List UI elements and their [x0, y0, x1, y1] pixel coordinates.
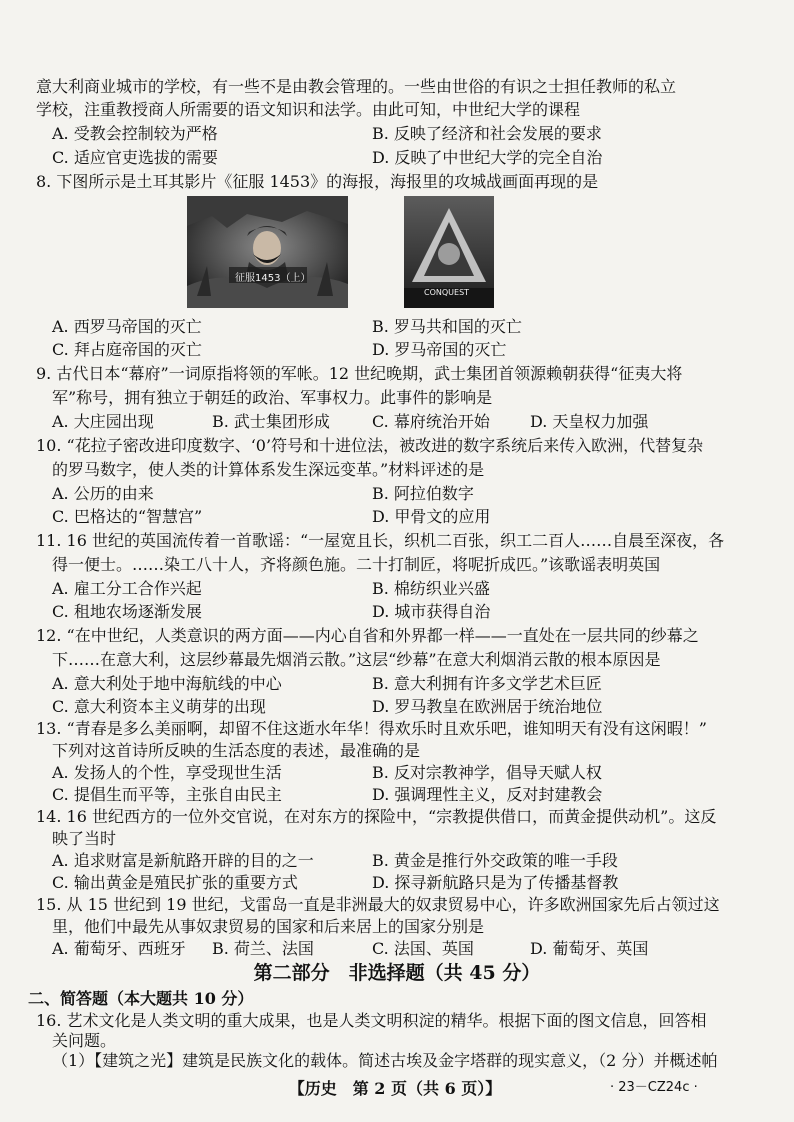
q7-option-c: C. 适应官吏选拔的需要 — [52, 148, 218, 167]
q13-stem-line-2: 下列对这首诗所反映的生活态度的表述，最准确的是 — [52, 741, 421, 760]
q14-stem-line-2: 映了当时 — [52, 829, 117, 848]
page-footer — [0, 1076, 794, 1098]
q11-option-b: B. 棉纺织业兴盛 — [372, 579, 490, 598]
poster-image-1 — [187, 196, 348, 308]
q9-option-c: C. 幕府统治开始 — [372, 412, 490, 431]
q16-sub-question-1: （1）【建筑之光】建筑是民族文化的载体。简述古埃及金字塔群的现实意义，（2 分）并概述帕 — [52, 1051, 718, 1070]
q11-stem-line-2: 得一便士。……染工八十人，齐将颜色施。二十打制匠，将呢折成匹。”该歌谣表明英国 — [52, 555, 661, 574]
q10-stem-line-1: 10. “花拉子密改进印度数字、‘0’符号和十进位法，被改进的数字系统后来传入欧洲，代替复杂 — [36, 436, 704, 455]
q12-stem-line-2: 下……在意大利，这层纱幕最先烟消云散。”这层“纱幕”在意大利烟消云散的根本原因是 — [52, 650, 661, 669]
q13-option-c: C. 提倡生而平等，主张自由民主 — [52, 785, 282, 804]
q13-option-a: A. 发扬人的个性，享受现世生活 — [52, 763, 282, 782]
q13-option-b: B. 反对宗教神学，倡导天赋人权 — [372, 763, 602, 782]
q15-option-c: C. 法国、英国 — [372, 939, 474, 958]
q12-option-d: D. 罗马教皇在欧洲居于统治地位 — [372, 697, 603, 716]
q14-stem-line-1: 14. 16 世纪西方的一位外交官说，在对东方的探险中，“宗教提供借口，而黄金提供动机”。这反 — [36, 807, 717, 826]
q14-option-b: B. 黄金是推行外交政策的唯一手段 — [372, 851, 618, 870]
q7-option-d: D. 反映了中世纪大学的完全自治 — [372, 148, 603, 167]
poster-image-2 — [404, 196, 494, 308]
q14-option-c: C. 输出黄金是殖民扩张的重要方式 — [52, 873, 298, 892]
q13-option-d: D. 强调理性主义，反对封建教会 — [372, 785, 603, 804]
q12-option-b: B. 意大利拥有许多文学艺术巨匠 — [372, 674, 602, 693]
q15-option-d: D. 葡萄牙、英国 — [530, 939, 649, 958]
q8-stem: 8. 下图所示是土耳其影片《征服 1453》的海报，海报里的攻城战画面再现的是 — [36, 172, 599, 191]
q8-option-a: A. 西罗马帝国的灭亡 — [52, 317, 202, 336]
page-number: 【历史 第 2 页（共 6 页）】 — [288, 1079, 502, 1098]
intro-line-1: 意大利商业城市的学校，有一些不是由教会管理的。一些由世俗的有识之士担任教师的私立 — [36, 77, 677, 96]
q12-stem-line-1: 12. “在中世纪，人类意识的两方面——内心自省和外界都一样——一直处在一层共同的纱幕之 — [36, 626, 699, 645]
q10-option-a: A. 公历的由来 — [52, 484, 154, 503]
q10-option-c: C. 巴格达的“智慧宫” — [52, 507, 203, 526]
q12-option-a: A. 意大利处于地中海航线的中心 — [52, 674, 282, 693]
q11-option-d: D. 城市获得自治 — [372, 602, 491, 621]
q14-option-a: A. 追求财富是新航路开辟的目的之一 — [52, 851, 314, 870]
paper-code: · 23－CZ24c · — [610, 1080, 698, 1095]
q8-option-c: C. 拜占庭帝国的灭亡 — [52, 340, 202, 359]
q11-option-a: A. 雇工分工合作兴起 — [52, 579, 202, 598]
q10-option-b: B. 阿拉伯数字 — [372, 484, 474, 503]
q9-stem-line-1: 9. 古代日本“幕府”一词原指将领的军帐。12 世纪晚期，武士集团首领源赖朝获得“征夷大将 — [36, 364, 683, 383]
q8-option-b: B. 罗马共和国的灭亡 — [372, 317, 522, 336]
q7-option-b: B. 反映了经济和社会发展的要求 — [372, 124, 602, 143]
q16-stem-line-1: 16. 艺术文化是人类文明的重大成果，也是人类文明积淀的精华。根据下面的图文信息，回答相 — [36, 1011, 707, 1030]
q16-stem-line-2: 关问题。 — [52, 1031, 117, 1050]
q9-option-a: A. 大庄园出现 — [52, 412, 154, 431]
section-two-heading: 二、简答题（本大题共 10 分） — [28, 989, 254, 1008]
q9-option-d: D. 天皇权力加强 — [530, 412, 649, 431]
q15-option-a: A. 葡萄牙、西班牙 — [52, 939, 186, 958]
poster-1-art — [187, 196, 348, 308]
q15-option-b: B. 荷兰、法国 — [212, 939, 314, 958]
part-two-title: 第二部分 非选择题（共 45 分） — [253, 962, 541, 984]
q12-option-c: C. 意大利资本主义萌芽的出现 — [52, 697, 266, 716]
poster-1-caption: 征服1453（上） — [235, 273, 311, 284]
q7-option-a: A. 受教会控制较为严格 — [52, 124, 218, 143]
q9-stem-line-2: 军”称号，拥有独立于朝廷的政治、军事权力。此事件的影响是 — [52, 388, 493, 407]
q10-option-d: D. 甲骨文的应用 — [372, 507, 491, 526]
q9-option-b: B. 武士集团形成 — [212, 412, 330, 431]
q8-option-d: D. 罗马帝国的灭亡 — [372, 340, 507, 359]
q13-stem-line-1: 13. “青春是多么美丽啊，却留不住这逝水年华！得欢乐时且欢乐吧，谁知明天有没有这闲暇！” — [36, 719, 707, 738]
intro-line-2: 学校，注重教授商人所需要的语文知识和法学。由此可知，中世纪大学的课程 — [36, 100, 581, 119]
poster-2-caption: CONQUEST — [424, 288, 470, 297]
q15-stem-line-2: 里，他们中最先从事奴隶贸易的国家和后来居上的国家分别是 — [52, 917, 485, 936]
q11-stem-line-1: 11. 16 世纪的英国流传着一首歌谣：“一屋宽且长，织机二百张，织工二百人……自晨至深夜，各 — [36, 531, 725, 550]
q11-option-c: C. 租地农场逐渐发展 — [52, 602, 202, 621]
q10-stem-line-2: 的罗马数字，使人类的计算体系发生深远变革。”材料评述的是 — [52, 460, 485, 479]
q14-option-d: D. 探寻新航路只是为了传播基督教 — [372, 873, 619, 892]
q15-stem-line-1: 15. 从 15 世纪到 19 世纪，戈雷岛一直是非洲最大的奴隶贸易中心，许多欧洲国家先后占领过这 — [36, 895, 720, 914]
